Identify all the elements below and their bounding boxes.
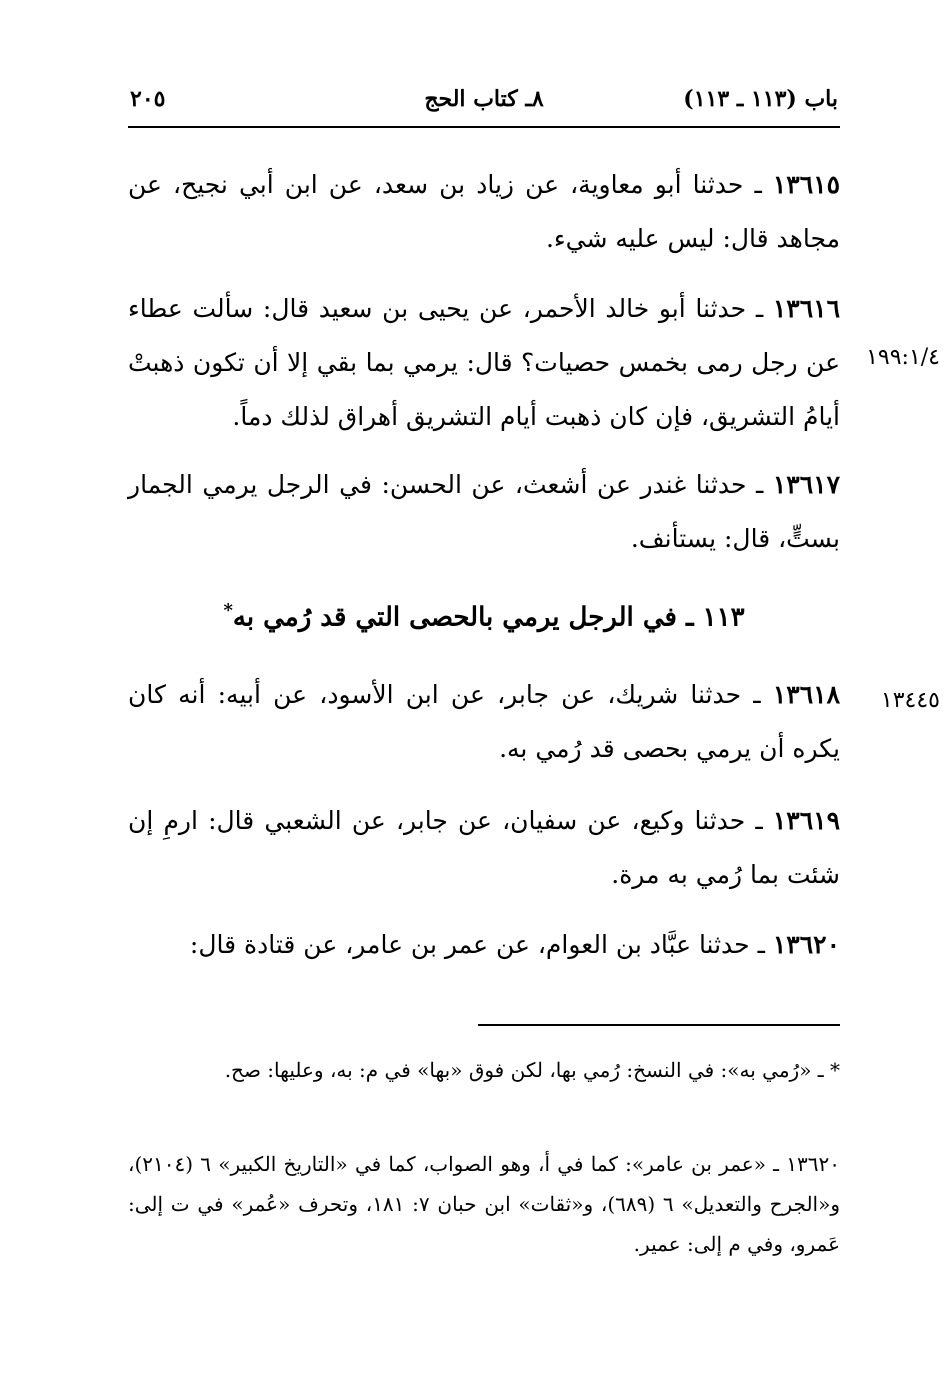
page-number: ٢٠٥: [130, 86, 166, 112]
book-title: ٨ـ كتاب الحج: [424, 86, 544, 112]
margin-reference-2: ١٣٤٤٥: [880, 688, 940, 713]
hadith-13618: [128, 668, 840, 776]
page-header: [128, 84, 840, 128]
footnote-1: * ـ «رُمي به»: في النسخ: رُمي بها، لكن فوق «بها» في م: به، وعليها: صح.: [224, 1058, 840, 1082]
hadith-13615: [128, 158, 840, 266]
hadith-number: ١٣٦١٩: [772, 806, 840, 835]
hadith-number: ١٣٦٢٠: [772, 930, 840, 959]
footnote-divider: [478, 1024, 840, 1026]
hadith-13620: [128, 918, 840, 972]
margin-reference-1: ١٩٩:١/٤: [866, 345, 940, 370]
hadith-number: ١٣٦١٧: [772, 470, 840, 499]
footnote-2: ١٣٦٢٠ ـ «عمر بن عامر»: كما في أ، وهو الصواب، كما في «التاريخ الكبير» ٦ (٢١٠٤)، و«الجرح والتعديل» ٦ (٦٨٩)، و«ثقات» ابن حبان ٧: ١٨١، وتحرف «عُمر» في ت إلى: عَمرو، وفي م إلى: عمير.: [128, 1152, 840, 1256]
hadith-text: ـ حدثنا وكيع، عن سفيان، عن جابر، عن الشعبي قال: ارمِ إن شئت بما رُمي به مرة.: [128, 806, 840, 889]
hadith-text: ـ حدثنا أبو معاوية، عن زياد بن سعد، عن ابن أبي نجيح، عن مجاهد قال: ليس عليه شيء.: [128, 170, 840, 253]
footnote-mark: *: [223, 600, 233, 621]
section-heading-text: ١١٣ ـ في الرجل يرمي بالحصى التي قد رُمي به: [232, 602, 745, 633]
section-heading: [128, 600, 840, 633]
hadith-text: ـ حدثنا شريك، عن جابر، عن ابن الأسود، عن أبيه: أنه كان يكره أن يرمي بحصى قد رُمي به.: [128, 680, 840, 763]
chapter-label: باب (١١٣ ـ ١١٣): [683, 86, 838, 112]
hadith-number: ١٣٦١٦: [772, 294, 841, 323]
hadith-13617: [128, 458, 840, 566]
hadith-number: ١٣٦١٥: [772, 170, 840, 199]
hadith-number: ١٣٦١٨: [772, 680, 840, 709]
hadith-text: ـ حدثنا عبَّاد بن العوام، عن عمر بن عامر، عن قتادة قال:: [189, 930, 765, 959]
hadith-13616: [128, 282, 840, 444]
hadith-text: ـ حدثنا أبو خالد الأحمر، عن يحيى بن سعيد قال: سألت عطاء عن رجل رمى بخمس حصيات؟ قال: يرمي بما بقي إلا أن تكون ذهبتْ أيامُ التشريق، فإن كان ذهبت أيام التشريق أهراق لذلك دماً.: [128, 294, 840, 431]
hadith-13619: [128, 794, 840, 902]
hadith-text: ـ حدثنا غندر عن أشعث، عن الحسن: في الرجل يرمي الجمار بستٍّ، قال: يستأنف.: [128, 470, 840, 553]
